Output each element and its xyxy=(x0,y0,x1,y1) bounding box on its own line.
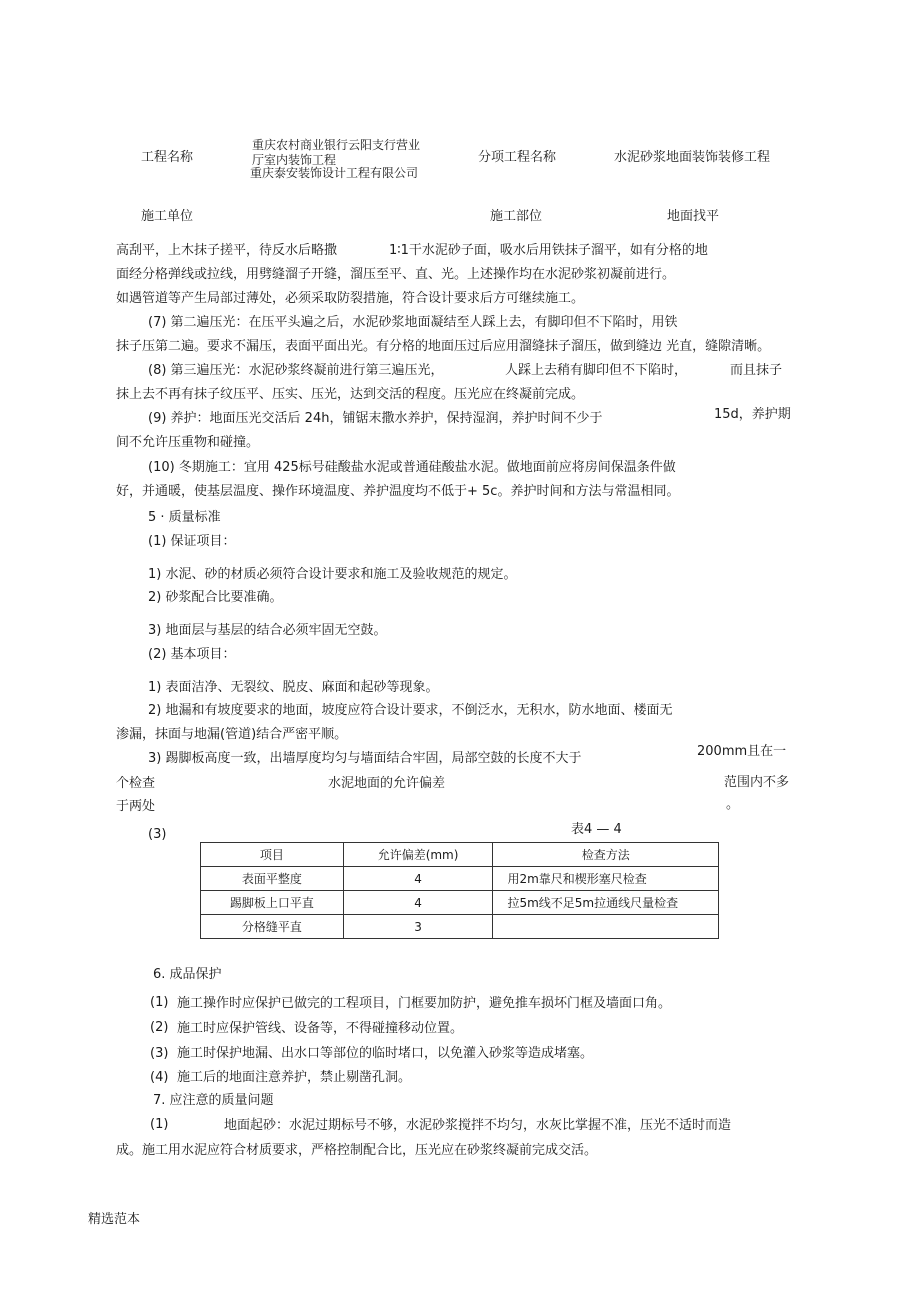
body-line: 1∶1干水泥砂子面，吸水后用铁抹子溜平，如有分格的地 xyxy=(389,243,708,258)
paragraph-8-cont: 抹上去不再有抹子纹压平、压实、压光，达到交活的程度。压光应在终凝前完成。 xyxy=(116,387,585,402)
basic-item-cont: 个检查 xyxy=(116,776,156,791)
contractor-name: 重庆泰安装饰设计工程有限公司 xyxy=(250,166,419,180)
guarantee-item: 1) 水泥、砂的材质必须符合设计要求和施工及验收规范的规定。 xyxy=(148,567,517,582)
paragraph-10: (10) 冬期施工：宜用 425标号硅酸盐水泥或普通硅酸盐水泥。做地面前应将房间保温条件做 xyxy=(148,460,676,475)
list-item: 地面起砂：水泥过期标号不够，水泥砂浆搅拌不均匀，水灰比掌握不准，压光不适时而造 xyxy=(224,1118,732,1133)
sub-project-value: 水泥砂浆地面装饰装修工程 xyxy=(614,150,771,165)
table-cell: 3 xyxy=(343,915,493,939)
section-6-heading: 6. 成品保护 xyxy=(153,967,222,982)
table-cell xyxy=(493,915,719,939)
project-name-label: 工程名称 xyxy=(141,150,194,165)
paragraph-10-cont: 好，并通暖，使基层温度、操作环境温度、养护温度均不低于+ 5c。养护时间和方法与常温相同。 xyxy=(116,484,680,499)
guarantee-item: 2) 砂浆配合比要准确。 xyxy=(148,590,283,605)
paragraph-8-end: 而且抹子 xyxy=(730,363,783,378)
body-line: 高刮平，上木抹子搓平，待反水后略撒 xyxy=(116,243,338,258)
unit-label: 施工单位 xyxy=(141,209,194,224)
body-line: 如遇管道等产生局部过薄处，必须采取防裂措施，符合设计要求后方可继续施工。 xyxy=(116,291,585,306)
list-item: 施工时应保护管线、设备等，不得碰撞移动位置。 xyxy=(177,1021,464,1036)
table-cell: 用2m靠尺和楔形塞尺检查 xyxy=(493,867,719,891)
table-header-cell: 项目 xyxy=(201,843,344,867)
basic-item: 1) 表面洁净、无裂纹、脱皮、麻面和起砂等现象。 xyxy=(148,680,439,695)
body-line: 面经分格弹线或拉线，用劈缝溜子开缝，溜压至平、直、光。上述操作均在水泥砂浆初凝前进行。 xyxy=(116,267,676,282)
table-caption: 水泥地面的允许偏差 xyxy=(328,776,446,791)
table-row xyxy=(201,915,719,939)
section-7-heading: 7. 应注意的质量问题 xyxy=(153,1093,274,1108)
table-cell: 4 xyxy=(343,891,493,915)
table-header-cell: 允许偏差(mm) xyxy=(343,843,493,867)
paragraph-9: (9) 养护：地面压光交活后 24h，铺锯末撒水养护，保持湿润，养护时间不少于 xyxy=(148,411,603,426)
basic-item-cont: 范围内不多 xyxy=(724,775,790,790)
paragraph-9-cont: 间不允许压重物和碰撞。 xyxy=(116,435,260,450)
table-cell: 拉5m线不足5m拉通线尺量检查 xyxy=(493,891,719,915)
allowance-heading: (3) xyxy=(148,827,167,842)
table-cell: 分格缝平直 xyxy=(201,915,344,939)
paragraph-8: (8) 第三遍压光：水泥砂浆终凝前进行第三遍压光， xyxy=(148,363,444,378)
sub-project-label: 分项工程名称 xyxy=(478,150,557,165)
basic-item: 2) 地漏和有坡度要求的地面，坡度应符合设计要求，不倒泛水，无积水，防水地面、楼面无 xyxy=(148,703,673,718)
basic-item-punct: 。 xyxy=(726,797,740,812)
list-number: (1) xyxy=(150,995,169,1010)
guarantee-item: 3) 地面层与基层的结合必须牢固无空鼓。 xyxy=(148,623,387,638)
basic-item: 3) 踢脚板高度一致，出墙厚度均匀与墙面结合牢固，局部空鼓的长度不大于 xyxy=(148,751,582,766)
table-cell: 踢脚板上口平直 xyxy=(201,891,344,915)
paragraph-7-cont: 抹子压第二遍。要求不漏压，表面平面出光。有分格的地面压过后应用溜缝抹子溜压，做到缝边 光直，缝隙清晰。 xyxy=(116,339,771,354)
paragraph-7: (7) 第二遍压光：在压平头遍之后，水泥砂浆地面凝结至人踩上去，有脚印但不下陷时，用铁 xyxy=(148,315,678,330)
project-name-line1: 重庆农村商业银行云阳支行营业 xyxy=(252,138,421,152)
list-number: (4) xyxy=(150,1070,169,1085)
list-number: (1) xyxy=(150,1117,169,1132)
table-number: 表4 — 4 xyxy=(571,822,622,837)
tolerance-table xyxy=(200,842,719,939)
table-row xyxy=(201,891,719,915)
guarantee-items-heading: (1) 保证项目： xyxy=(148,534,236,549)
basic-item-end: 200mm且在一 xyxy=(697,744,787,759)
footer-text: 精选范本 xyxy=(88,1212,141,1227)
basic-item-cont: 于两处 xyxy=(116,799,156,814)
paragraph-9-end: 15d，养护期 xyxy=(714,407,791,422)
part-value: 地面找平 xyxy=(667,209,720,224)
paragraph-8-mid: 人踩上去稍有脚印但不下陷时， xyxy=(505,363,688,378)
basic-item-cont: 渗漏，抹面与地漏(管道)结合严密平顺。 xyxy=(116,727,348,742)
list-number: (3) xyxy=(150,1046,169,1061)
list-item: 施工操作时应保护已做完的工程项目，门框要加防护，避免推车损坏门框及墙面口角。 xyxy=(177,996,672,1011)
basic-items-heading: (2) 基本项目： xyxy=(148,647,236,662)
table-header-cell: 检查方法 xyxy=(493,843,719,867)
list-item: 施工时保护地漏、出水口等部位的临时堵口，以免灌入砂浆等造成堵塞。 xyxy=(177,1046,594,1061)
section-5-heading: 5 · 质量标准 xyxy=(148,510,221,525)
part-label: 施工部位 xyxy=(490,209,543,224)
table-cell: 4 xyxy=(343,867,493,891)
table-row xyxy=(201,867,719,891)
project-name-line2: 厅室内装饰工程 xyxy=(252,153,337,167)
list-item-cont: 成。施工用水泥应符合材质要求，严格控制配合比，压光应在砂浆终凝前完成交活。 xyxy=(116,1143,598,1158)
list-number: (2) xyxy=(150,1020,169,1035)
table-cell: 表面平整度 xyxy=(201,867,344,891)
list-item: 施工后的地面注意养护，禁止剔凿孔洞。 xyxy=(177,1070,412,1085)
table-header-row xyxy=(201,843,719,867)
